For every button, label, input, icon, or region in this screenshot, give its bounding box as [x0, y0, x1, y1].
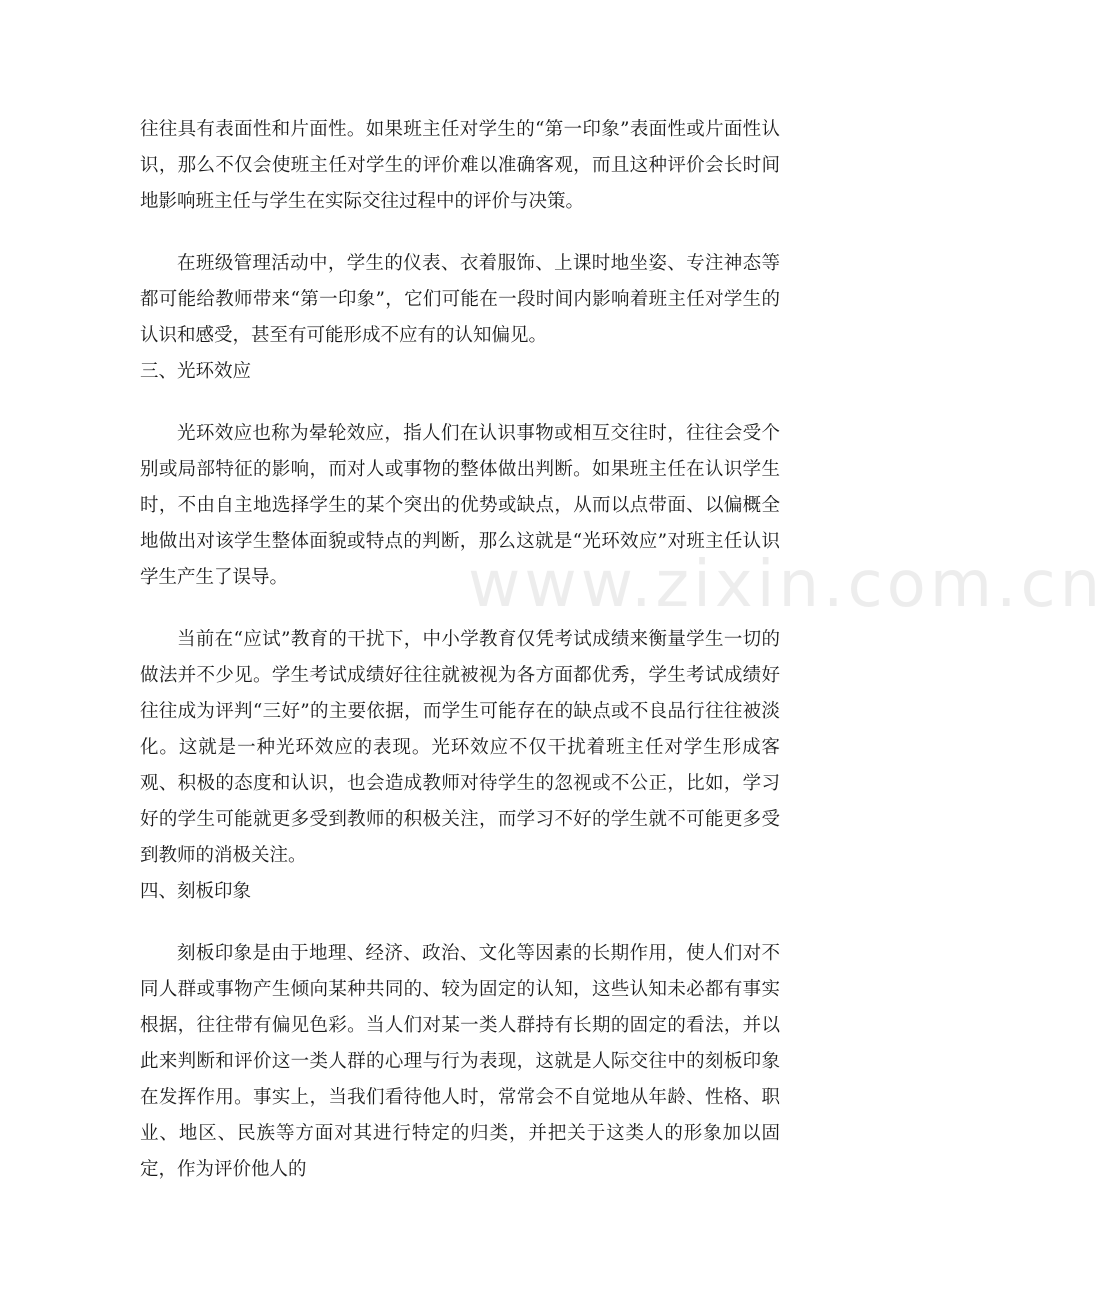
- paragraph-first-impression-classroom: 在班级管理活动中，学生的仪表、衣着服饰、上课时地坐姿、专注神态等都可能给教师带来“第一印象”，它们可能在一段时间内影响着班主任对学生的认识和感受，甚至有可能形成不应有的认知偏见。: [140, 253, 780, 346]
- section-heading-stereotype: 四、刻板印象: [140, 881, 252, 902]
- paragraph-halo-effect-definition: 光环效应也称为晕轮效应，指人们在认识事物或相互交往时，往往会受个别或局部特征的影响，而对人或事物的整体做出判断。如果班主任在认识学生时，不由自主地选择学生的某个突出的优势或缺点，从而以点带面、以偏概全地做出对该学生整体面貌或特点的判断，那么这就是“光环效应”对班主任认识学生产生了误导。: [140, 423, 780, 588]
- site-watermark: www.zixin.com.cn: [468, 548, 1104, 622]
- paragraph-stereotype-definition: 刻板印象是由于地理、经济、政治、文化等因素的长期作用，使人们对不同人群或事物产生倾向某种共同的、较为固定的认知，这些认知未必都有事实根据，往往带有偏见色彩。当人们对某一类人群持有长期的固定的看法，并以此来判断和评价这一类人群的心理与行为表现，这就是人际交往中的刻板印象在发挥作用。事实上，当我们看待他人时，常常会不自觉地从年龄、性格、职业、地区、民族等方面对其进行特定的归类，并把关于这类人的形象加以固定，作为评价他人的: [140, 943, 780, 1180]
- document-body: [140, 112, 780, 1188]
- paragraph-halo-effect-exam: 当前在“应试”教育的干扰下，中小学教育仅凭考试成绩来衡量学生一切的做法并不少见。学生考试成绩好往往就被视为各方面都优秀，学生考试成绩好往往成为评判“三好”的主要依据，而学生可能存在的缺点或不良品行往往被淡化。这就是一种光环效应的表现。光环效应不仅干扰着班主任对学生形成客观、积极的态度和认识，也会造成教师对待学生的忽视或不公正，比如，学习好的学生可能就更多受到教师的积极关注，而学习不好的学生就不可能更多受到教师的消极关注。: [140, 629, 780, 866]
- section-heading-halo-effect: 三、光环效应: [140, 361, 252, 382]
- paragraph-continued: 往往具有表面性和片面性。如果班主任对学生的“第一印象”表面性或片面性认识，那么不仅会使班主任对学生的评价难以准确客观，而且这种评价会长时间地影响班主任与学生在实际交往过程中的评价与决策。: [140, 119, 780, 212]
